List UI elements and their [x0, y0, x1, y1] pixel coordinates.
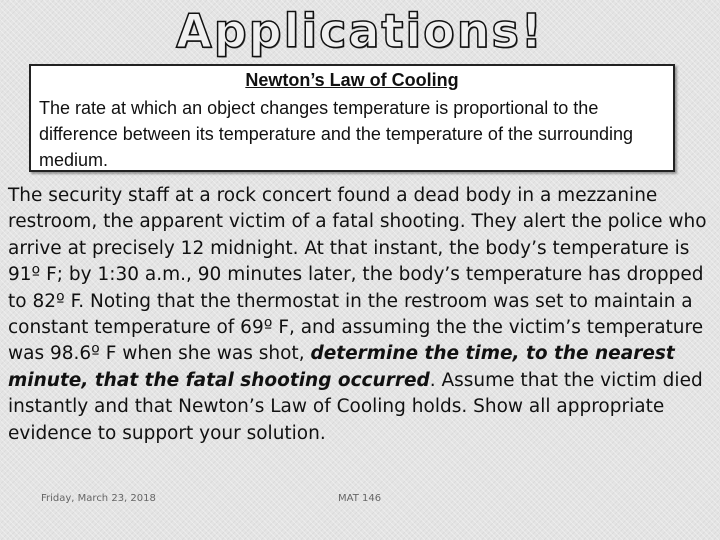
footer-date: Friday, March 23, 2018	[41, 493, 156, 504]
problem-statement	[8, 183, 716, 447]
law-definition-box	[29, 64, 675, 172]
slide-title: Applications!	[176, 4, 544, 58]
problem-emphasis: determine the time, to the nearest minute, that the fatal shooting occurred	[8, 343, 675, 391]
law-text: The rate at which an object changes temperature is proportional to the difference between its temperature and the temperature of the surrounding medium.	[39, 98, 634, 170]
problem-text-part2: . Assume that the victim died instantly and that Newton’s Law of Cooling holds. Show all appropriate evidence to support your solution.	[8, 369, 703, 444]
problem-text-part1: The security staff at a rock concert found a dead body in a mezzanine restroom, the apparent victim of a fatal shooting. They alert the police who arrive at precisely 12 midnight. At that instant, the body’s temperature is 91º F; by 1:30 a.m., 90 minutes later, the body’s temperature has dropped to 82º F. Noting that the thermostat in the restroom was set to maintain a constant temperature of 69º F, and assuming the the victim’s temperature was 98.6º F when she was shot,	[8, 185, 707, 365]
law-heading: Newton’s Law of Cooling	[245, 70, 459, 90]
footer-course: MAT 146	[338, 493, 382, 504]
